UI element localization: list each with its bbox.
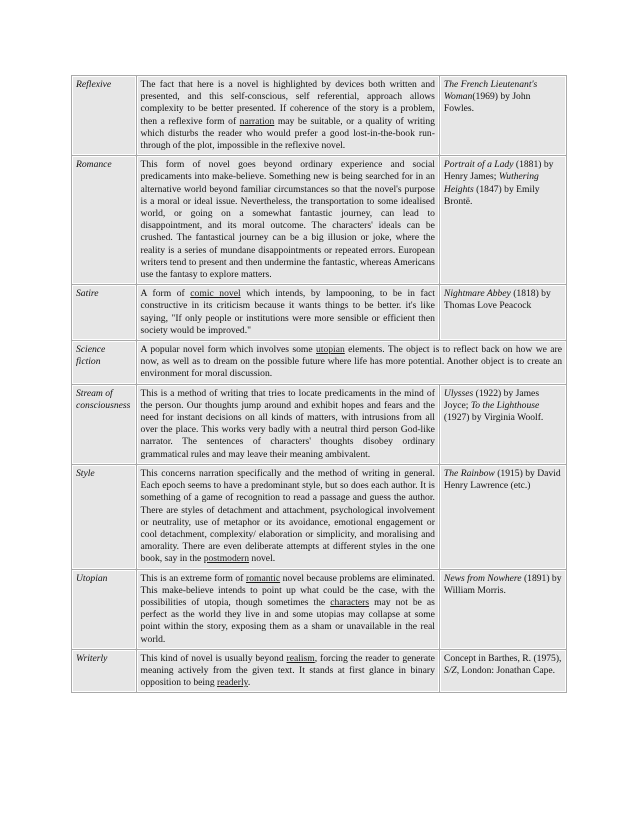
text-run: (1969) by John Fowles.: [443, 91, 531, 115]
table-row-stream-of-consciousness: [72, 385, 566, 464]
text-run: novel because problems are eliminated. This make-believe intends to point up what could be the case, with the possibilities of utopia, though sometimes the: [140, 572, 435, 608]
table-row-reflexive: [72, 76, 566, 155]
work-title: To the Lighthouse: [470, 399, 540, 411]
definition-cell: [137, 285, 439, 340]
term-cell: Stream of consciousness: [72, 385, 136, 464]
text-run: novel.: [249, 553, 276, 565]
table-body: [72, 76, 566, 692]
text-run: This kind of novel is usually beyond: [140, 652, 287, 664]
work-title: Nightmare Abbey: [443, 288, 511, 300]
link-readerly[interactable]: readerly: [217, 677, 248, 689]
text-run: (1922) by James Joyce;: [443, 387, 540, 411]
example-cell: [440, 650, 566, 693]
text-run: This is an extreme form of: [140, 572, 246, 584]
term-cell: Style: [72, 465, 136, 569]
work-title: S/Z: [443, 664, 457, 676]
table-row-writerly: [72, 650, 566, 693]
link-utopian[interactable]: utopian: [316, 344, 345, 356]
link-characters[interactable]: characters: [330, 596, 370, 608]
work-title: The French Lieutenant's Woman: [443, 79, 538, 103]
example-cell: [440, 156, 566, 284]
example-cell: [440, 385, 566, 464]
text-run: , forcing the reader to generate meaning actively from the given text. It stands at first glance in binary opposition to being: [140, 652, 435, 689]
definition-cell: [137, 465, 439, 569]
text-run: A form of: [140, 288, 191, 300]
work-title: News from Nowhere: [443, 572, 522, 584]
link-realism[interactable]: realism: [286, 652, 315, 664]
link-comic-novel[interactable]: comic novel: [190, 288, 241, 300]
definition-cell: [137, 76, 439, 155]
term-cell: Romance: [72, 156, 136, 284]
definition-cell: [137, 570, 439, 649]
link-romantic[interactable]: romantic: [246, 572, 281, 584]
example-cell: [440, 465, 566, 569]
definition-cell: [137, 650, 439, 693]
term-cell: Writerly: [72, 650, 136, 693]
text-run: This form of novel goes beyond ordinary experience and social predicaments into make-believe. Something new is being searched for in an alternative world beyond familiar circumstances so that the novel's purpose is a moral or ideal issue. Nevertheless, the transportation to some idealised world, or going on a somewhat fantastic journey, can lead to disappointment, and its moral outcome. The characters' ideals can be crushed. The fantastical journey can be a big illusion or joke, where the reality is a series of mundane disappointments or repeated errors. European writers tend to present and then undermine the fantastic, whereas Americans use the fantasy to explore matters.: [140, 159, 435, 281]
work-title: Ulysses: [443, 387, 474, 399]
text-run: may not be as perfect as the world they live in and some utopias may collapse at some point within the story, exposing them as a sham or unavailable in the real world.: [140, 596, 435, 645]
text-run: (1915) by David Henry Lawrence (etc.): [443, 467, 561, 492]
table-row-science-fiction: [72, 341, 566, 384]
text-run: The fact that here is a novel is highlighted by devices both written and presented, and this self-conscious, self referential, approach allows complexity to be better presented. If coherence of the story is a problem, then a reflexive form of: [140, 79, 435, 127]
example-cell: [440, 570, 566, 649]
text-run: , London: Jonathan Cape.: [456, 664, 556, 676]
definition-cell: [137, 385, 439, 464]
text-run: Concept in Barthes, R. (1975),: [443, 652, 562, 664]
text-run: elements. The object is to reflect back on how we are now, as well as to dream on the possible future where life has more potential. Another object is to create an environment for moral discussion.: [140, 344, 562, 380]
novel-forms-table: [71, 75, 567, 693]
table-row-romance: [72, 156, 566, 284]
table-row-satire: [72, 285, 566, 340]
example-cell: [440, 285, 566, 340]
link-postmodern[interactable]: postmodern: [203, 553, 250, 565]
text-run: which intends, by lampooning, to be in fact constructive in its criticism because it wants things to be better. it's like saying, "If only people or institutions were more sensible or efficient then society would be improved.": [140, 288, 435, 336]
definition-cell: [137, 341, 566, 384]
text-run: (1891) by William Morris.: [443, 572, 562, 596]
definition-cell: [137, 156, 439, 284]
text-run: A popular novel form which involves some: [140, 344, 316, 356]
term-cell: Satire: [72, 285, 136, 340]
text-run: (1881) by Henry James;: [443, 159, 554, 183]
table-row-style: [72, 465, 566, 569]
work-title: The Rainbow: [443, 467, 495, 479]
text-run: (1927) by Virginia Woolf.: [443, 412, 544, 424]
work-title: Wuthering Heights: [443, 171, 539, 195]
text-run: (1818) by Thomas Love Peacock: [443, 288, 551, 312]
text-run: .: [247, 677, 251, 689]
table-row-utopian: [72, 570, 566, 649]
example-cell: [440, 76, 566, 155]
term-cell: Utopian: [72, 570, 136, 649]
work-title: Portrait of a Lady: [443, 159, 514, 171]
link-narration[interactable]: narration: [239, 115, 275, 127]
text-run: This concerns narration specifically and the method of writing in general. Each epoch seems to have a predominant style, but so does each author. It is something of a game of recognition to read a passage and guess the author. There are styles of detachment and attachment, psychological involvement or neutrality, use of metaphor or its avoidance, emotional engagement or cool detachment, complexity/ elaboration or simplicity, and moralising and amorality. There are even deliberate attempts at different styles in the one book, say in the: [140, 467, 435, 565]
text-run: may be suitable, or a quality of writing which disturbs the reader who would prefer a good lost-in-the-book run-through of the plot, impossible in the reflexive novel.: [140, 115, 435, 152]
text-run: This is a method of writing that tries to locate predicaments in the mind of the person. Our thoughts jump around and exhibit hopes and fears and the need for instant decisions on all kinds of matters, with intrusions from all over the place. This works very badly with a neutral third person God-like narrator. The sentences of characters' thoughts disobey ordinary grammatical rules and may leave their meaning ambivalent.: [140, 387, 435, 460]
term-cell: Science fiction: [72, 341, 136, 384]
text-run: (1847) by Emily Brontë.: [443, 183, 540, 207]
term-cell: Reflexive: [72, 76, 136, 155]
